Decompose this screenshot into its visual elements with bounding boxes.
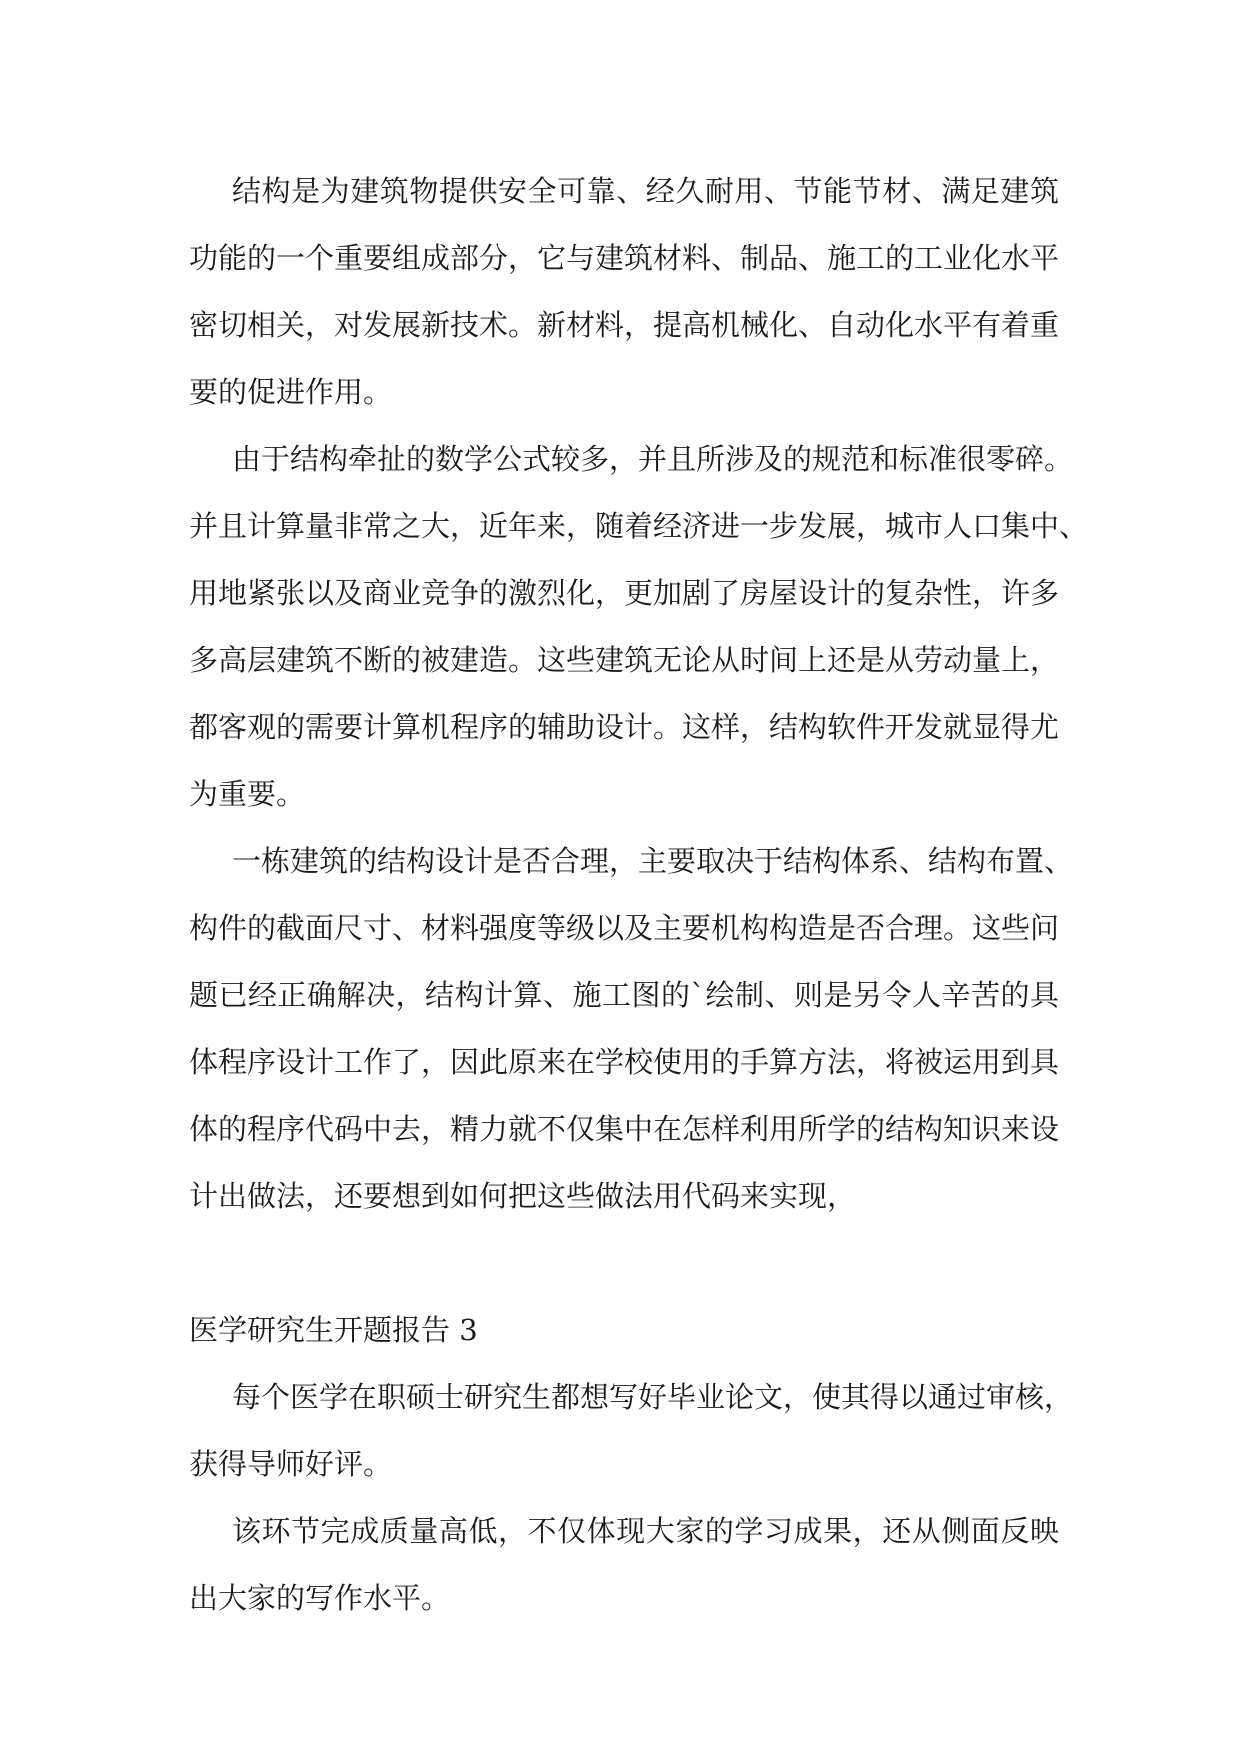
text-line: 用地紧张以及商业竞争的激烈化，更加剧了房屋设计的复杂性，许多 — [189, 576, 1060, 610]
paragraph — [189, 1498, 1059, 1632]
text-line: 为重要。 — [189, 777, 306, 811]
text-line: 多高层建筑不断的被建造。这些建筑无论从时间上还是从劳动量上， — [189, 643, 1060, 677]
text-line: 密切相关，对发展新技术。新材料，提高机械化、自动化水平有着重 — [189, 308, 1060, 342]
paragraph — [189, 158, 1059, 426]
text-line: 要的促进作用。 — [189, 375, 393, 409]
text-line: 功能的一个重要组成部分，它与建筑材料、制品、施工的工业化水平 — [189, 241, 1060, 275]
text-line: 都客观的需要计算机程序的辅助设计。这样，结构软件开发就显得尤 — [189, 710, 1060, 744]
paragraph — [189, 426, 1089, 828]
paragraph — [189, 1364, 1074, 1498]
text-line: 体的程序代码中去，精力就不仅集中在怎样利用所学的结构知识来设 — [189, 1112, 1060, 1146]
text-line: 结构是为建筑物提供安全可靠、经久耐用、节能节材、满足建筑 — [232, 174, 1059, 208]
text-line: 获得导师好评。 — [189, 1447, 393, 1481]
paragraph — [189, 828, 1074, 1230]
document-body — [189, 158, 1089, 1632]
text-line: 体程序设计工作了，因此原来在学校使用的手算方法，将被运用到具 — [189, 1045, 1060, 1079]
text-line: 并且计算量非常之大，近年来，随着经济进一步发展，城市人口集中、 — [189, 509, 1089, 543]
text-line: 一栋建筑的结构设计是否合理，主要取决于结构体系、结构布置、 — [232, 844, 1074, 878]
text-line: 题已经正确解决，结构计算、施工图的`绘制、则是另令人辛苦的具 — [189, 978, 1059, 1012]
text-line: 该环节完成质量高低，不仅体现大家的学习成果，还从侧面反映 — [232, 1514, 1059, 1548]
text-line: 计出做法，还要想到如何把这些做法用代码来实现， — [189, 1179, 857, 1213]
text-line: 每个医学在职硕士研究生都想写好毕业论文，使其得以通过审核， — [232, 1380, 1074, 1414]
text-line: 出大家的写作水平。 — [189, 1581, 451, 1615]
section-heading: 医学研究生开题报告 3 — [189, 1313, 478, 1347]
text-line: 由于结构牵扯的数学公式较多，并且所涉及的规范和标准很零碎。 — [232, 442, 1074, 476]
section-gap — [189, 1230, 1059, 1297]
text-line: 构件的截面尺寸、材料强度等级以及主要机构构造是否合理。这些问 — [189, 911, 1060, 945]
